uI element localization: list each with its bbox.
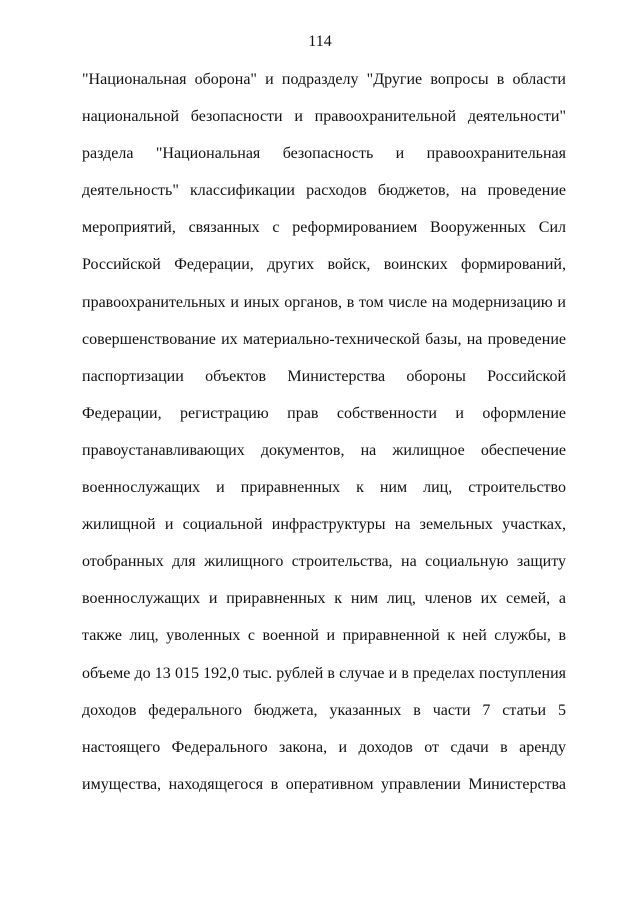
text-line: настоящего Федерального закона, и доходов от сдачи в аренду <box>82 738 566 756</box>
text-line: правоустанавливающих документов, на жилищное обеспечение <box>82 441 566 459</box>
page-number: 114 <box>308 33 332 50</box>
text-line: "Национальная оборона" и подразделу "Другие вопросы в области <box>82 71 566 88</box>
text-line: жилищной и социальной инфраструктуры на земельных участках, <box>82 516 566 534</box>
body-text <box>82 66 566 808</box>
text-line: также лиц, уволенных с военной и приравненной к ней службы, в <box>82 627 566 645</box>
text-line: раздела "Национальная безопасность и правоохранительная <box>82 145 566 163</box>
text-line: объеме до 13 015 192,0 тыс. рублей в случае и в пределах поступления <box>82 664 566 682</box>
text-line: имущества, находящегося в оперативном управлении Министерства <box>82 775 566 793</box>
text-line: Федерации, регистрацию прав собственности и оформление <box>82 404 566 422</box>
text-line: совершенствование их материально-технической базы, на проведение <box>82 330 566 348</box>
text-line: доходов федерального бюджета, указанных в части 7 статьи 5 <box>82 701 566 719</box>
text-line: военнослужащих и приравненных к ним лиц, членов их семей, а <box>82 590 566 608</box>
text-line: паспортизации объектов Министерства обороны Российской <box>82 367 566 385</box>
text-line: национальной безопасности и правоохранительной деятельности" <box>82 108 566 126</box>
text-line: мероприятий, связанных с реформированием Вооруженных Сил <box>82 219 566 237</box>
text-line: военнослужащих и приравненных к ним лиц, строительство <box>82 479 566 497</box>
text-line: деятельность" классификации расходов бюджетов, на проведение <box>82 182 566 200</box>
text-line: отобранных для жилищного строительства, на социальную защиту <box>82 553 566 571</box>
text-line: правоохранительных и иных органов, в том числе на модернизацию и <box>82 293 566 311</box>
text-line: Российской Федерации, других войск, воинских формирований, <box>82 256 566 274</box>
